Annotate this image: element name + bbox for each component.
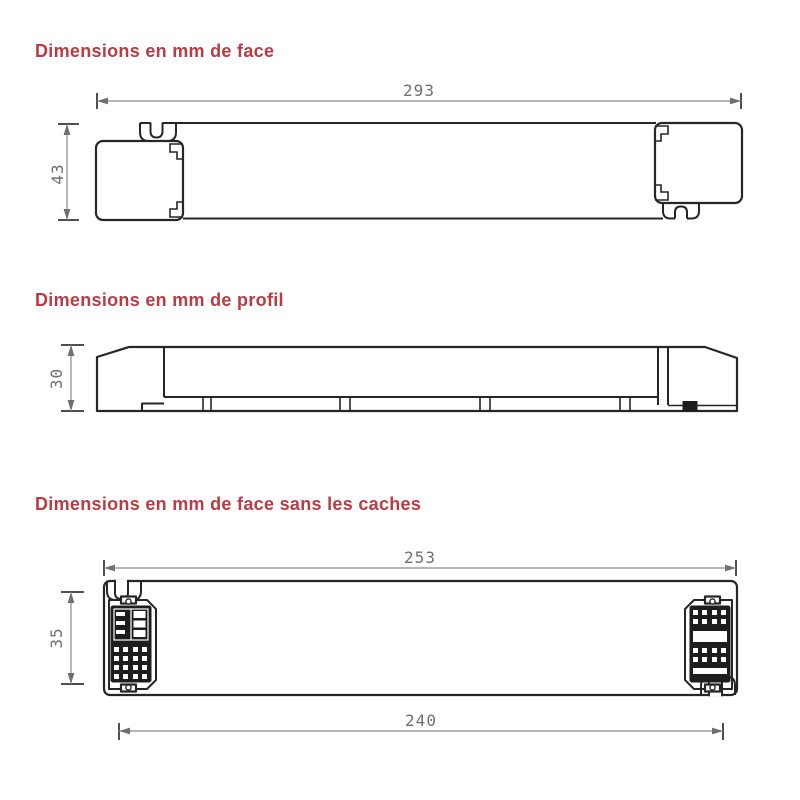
body-outline bbox=[104, 581, 737, 695]
dimension-width-293 bbox=[97, 81, 741, 109]
dimension-label-240: 240 bbox=[405, 711, 437, 730]
dimension-width-240 bbox=[119, 711, 723, 740]
screw-icon bbox=[126, 685, 131, 690]
dimension-height-30 bbox=[47, 345, 84, 411]
dimension-label-30: 30 bbox=[47, 367, 66, 390]
dimension-height-35 bbox=[47, 592, 84, 684]
no-covers-view-drawing bbox=[47, 548, 737, 740]
terminal-block-right bbox=[685, 597, 732, 692]
dimension-label-35: 35 bbox=[47, 627, 66, 649]
right-end-cap bbox=[655, 123, 742, 203]
profile-outline bbox=[97, 347, 737, 411]
uncovered-body bbox=[104, 580, 737, 697]
dimension-label-43: 43 bbox=[48, 163, 67, 185]
heading-profile-view: Dimensions en mm de profil bbox=[35, 290, 284, 310]
dimension-height-43 bbox=[48, 124, 79, 220]
dimension-width-253 bbox=[104, 548, 736, 576]
face-view-body bbox=[96, 123, 742, 221]
left-end-cap bbox=[96, 141, 183, 220]
mounting-clip-bottom-right bbox=[663, 203, 675, 219]
clip-slot-top-left bbox=[151, 123, 163, 138]
clip-slot-bottom-right bbox=[675, 207, 687, 219]
profile-body bbox=[97, 347, 737, 411]
face-view-drawing bbox=[48, 81, 742, 220]
profile-view-drawing bbox=[47, 345, 737, 411]
terminal-block-left bbox=[109, 597, 156, 692]
screw-icon bbox=[710, 599, 715, 604]
screw-icon bbox=[710, 685, 715, 690]
dimension-label-253: 253 bbox=[404, 548, 436, 567]
dimension-label-293: 293 bbox=[403, 81, 435, 100]
screw-icon bbox=[126, 599, 131, 604]
right-step bbox=[683, 402, 697, 412]
heading-no-covers-view: Dimensions en mm de face sans les caches bbox=[35, 494, 422, 514]
heading-face-view: Dimensions en mm de face bbox=[35, 41, 275, 61]
